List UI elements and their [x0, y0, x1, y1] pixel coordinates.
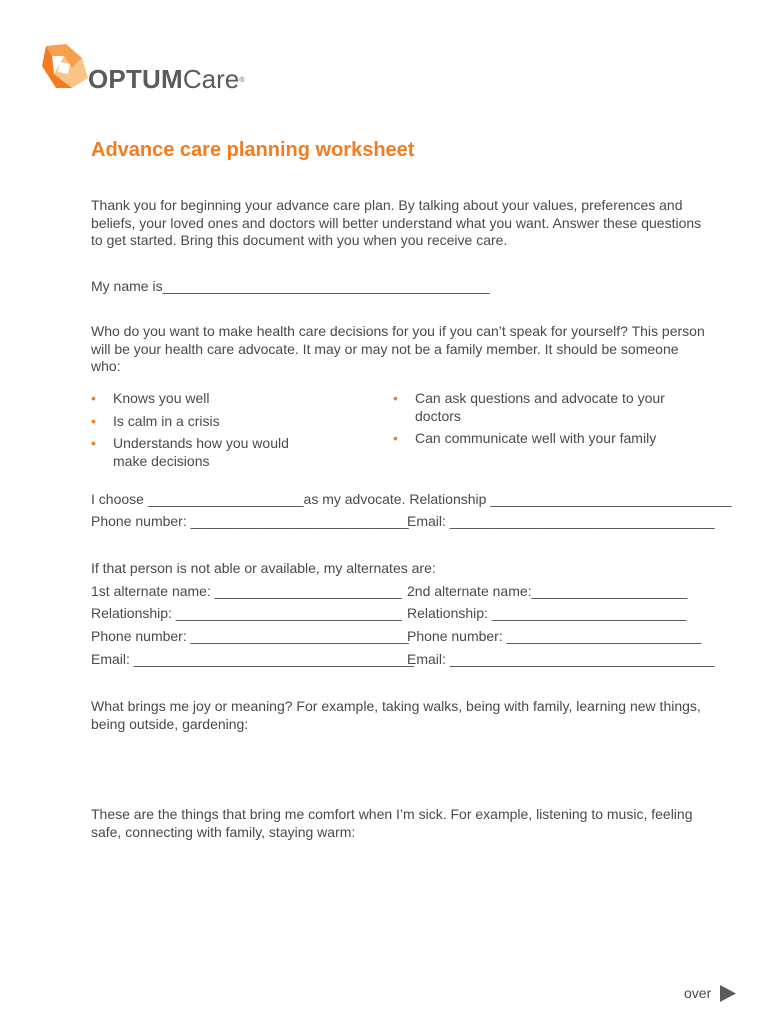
intro-line: to get started. Bring this document with you when you receive care.	[91, 232, 508, 248]
intro-line: Thank you for beginning your advance care plan. By talking about your values, preferences and	[91, 197, 683, 213]
joy-answer-area[interactable]	[91, 740, 681, 795]
my-name-field[interactable]: My name is__________________________________________	[91, 278, 490, 294]
comfort-question	[91, 806, 693, 841]
advocate-question-line: will be your health care advocate. It may or may not be a family member. It should be someone	[91, 340, 679, 357]
alt2-relationship-field[interactable]: Relationship: _________________________	[407, 605, 687, 621]
alt1-relationship-field[interactable]: Relationship: _____________________________	[91, 605, 402, 621]
brand-name-light: Care	[182, 64, 240, 94]
alt1-phone-field[interactable]: Phone number: ____________________________	[91, 628, 409, 644]
bullet-text: Understands how you would make decisions	[113, 435, 289, 469]
bullet-icon: •	[393, 430, 398, 446]
comfort-answer-area[interactable]	[91, 850, 681, 970]
list-item	[91, 390, 311, 408]
list-item	[393, 430, 673, 448]
bullet-text: Can ask questions and advocate to your doctors	[415, 390, 665, 424]
bullet-text: Can communicate well with your family	[415, 430, 657, 446]
brand-name-bold: OPTUM	[88, 64, 183, 94]
list-item	[393, 390, 673, 425]
advocate-phone-field[interactable]: Phone number: ____________________________	[91, 513, 409, 529]
joy-question-line: What brings me joy or meaning? For example, taking walks, being with family, learning new things,	[91, 698, 701, 714]
bullet-icon: •	[91, 390, 96, 406]
brand-wordmark	[88, 64, 244, 94]
right-triangle-icon	[720, 985, 736, 1002]
advocate-email-field[interactable]: Email: __________________________________	[407, 513, 715, 529]
advocate-qualities-right	[393, 390, 673, 453]
advocate-question	[91, 323, 705, 376]
over-label: over	[684, 985, 712, 1001]
alt1-name-field[interactable]: 1st alternate name: ________________________	[91, 583, 402, 599]
list-item	[91, 435, 311, 470]
advocate-question-line: Who do you want to make health care decisions for you if you can’t speak for yourself? This person	[91, 323, 705, 339]
joy-question	[91, 698, 701, 733]
intro-paragraph	[91, 197, 701, 250]
registered-mark: ®	[239, 77, 245, 84]
bullet-icon: •	[91, 435, 96, 451]
advocate-question-line: who:	[91, 358, 121, 374]
intro-line: beliefs, your loved ones and doctors will better understand what you want. Answer these questions	[91, 214, 702, 231]
alt1-email-field[interactable]: Email: ____________________________________	[91, 651, 415, 667]
bullet-icon: •	[393, 390, 398, 406]
joy-question-line: being outside, gardening:	[91, 715, 249, 732]
list-item	[91, 413, 311, 431]
comfort-question-line: These are the things that bring me comfort when I’m sick. For example, listening to music, feeling	[91, 806, 693, 822]
bullet-text: Is calm in a crisis	[113, 412, 220, 429]
comfort-question-line: safe, connecting with family, staying warm:	[91, 823, 356, 840]
bullet-text: Knows you well	[113, 390, 210, 406]
advocate-qualities-left	[91, 390, 311, 475]
alt2-name-field[interactable]: 2nd alternate name:____________________	[407, 583, 688, 599]
alternates-intro: If that person is not able or available, my alternates are:	[91, 560, 436, 576]
page-title: Advance care planning worksheet	[91, 139, 415, 161]
optum-swirl-logo-icon	[42, 44, 88, 88]
choose-advocate-field[interactable]: I choose ____________________as my advocate. Relationship _______________________________	[91, 491, 732, 507]
bullet-icon: •	[91, 412, 96, 429]
alt2-email-field[interactable]: Email: __________________________________	[407, 651, 715, 667]
alt2-phone-field[interactable]: Phone number: _________________________	[407, 628, 702, 644]
